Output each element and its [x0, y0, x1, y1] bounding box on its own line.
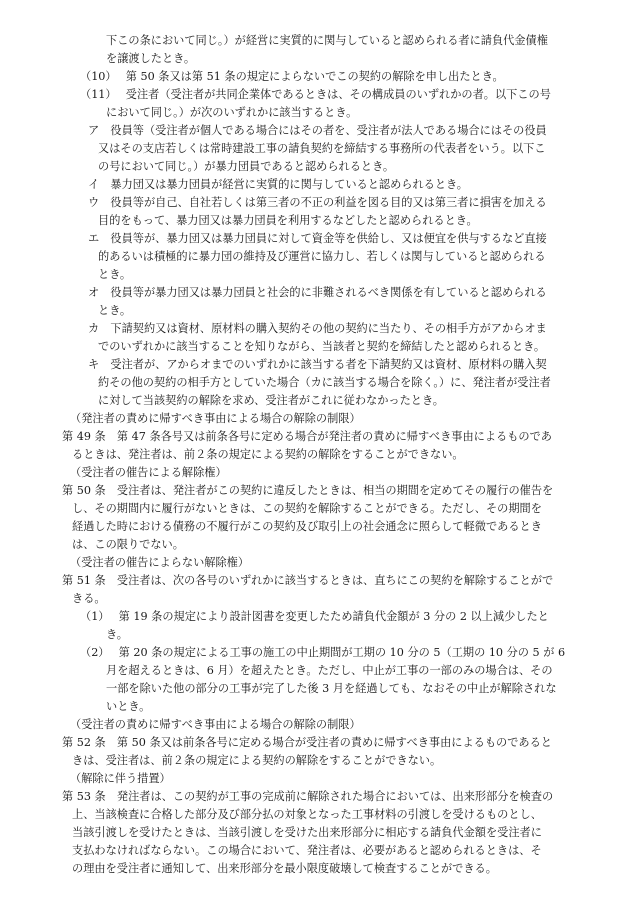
- text-line: 上、当該検査に合格した部分及び部分払の対象となった工事材料の引渡しを受けるものとし、: [72, 808, 542, 821]
- text-line: 第 49 条 第 47 条各号又は前条各号に定める場合が発注者の責めに帰すべき事由によるものであ: [62, 430, 552, 443]
- text-line: に対して当該契約の解除を求め、受注者がこれに従わなかったとき。: [98, 394, 444, 407]
- text-line: 支払わなければならない。この場合において、発注者は、必要があると認められるときは、そ: [72, 844, 542, 857]
- article-caption: （受注者の催告によらない解除権）: [70, 556, 250, 569]
- text-line: 当該引渡しを受けたときは、当該引渡しを受けた出来形部分に相応する請負代金額を受注者に: [72, 826, 542, 839]
- text-line: いとき。: [106, 700, 151, 713]
- text-line: 下この条において同じ。）が経営に実質的に関与していると認められる者に請負代金債権: [106, 34, 548, 47]
- text-line: し、その期間内に履行がないときは、この契約を解除することができる。ただし、その期間を: [72, 502, 542, 515]
- article-caption: （受注者の催告による解除権）: [70, 466, 227, 479]
- text-line: 第 51 条 受注者は、次の各号のいずれかに該当するときは、直ちにこの契約を解除することがで: [62, 574, 554, 587]
- text-line: るときは、発注者は、前２条の規定による契約の解除をすることができない。: [72, 448, 464, 461]
- text-line: 第 50 条 受注者は、発注者がこの契約に違反したときは、相当の期間を定めてその履行の催告を: [62, 484, 554, 497]
- text-line: 月を超えるときは、6 月）を超えたとき。ただし、中止が工事の一部のみの場合は、その: [106, 664, 553, 677]
- text-line: （11） 受注者（受注者が共同企業体であるときは、その構成員のいずれかの者。以下この号: [80, 88, 551, 101]
- text-line: き。: [106, 628, 128, 641]
- text-line: 第 53 条 発注者は、この契約が工事の完成前に解除された場合においては、出来形部分を検査の: [62, 790, 554, 803]
- text-line: きは、受注者は、前２条の規定による契約の解除をすることができない。: [72, 754, 442, 767]
- article-caption: （受注者の責めに帰すべき事由による場合の解除の制限）: [70, 718, 361, 731]
- text-line: とき。: [98, 268, 132, 281]
- text-line: ア 役員等（受注者が個人である場合にはその者を、受注者が法人である場合にはその役員: [88, 124, 547, 137]
- text-line: イ 暴力団又は暴力団員が経営に実質的に関与していると認められるとき。: [88, 178, 468, 191]
- text-line: の理由を受注者に通知して、出来形部分を最小限度破壊して検査することができる。: [72, 862, 497, 875]
- article-caption: （発注者の責めに帰すべき事由による場合の解除の制限）: [70, 412, 361, 425]
- text-line: エ 役員等が、暴力団又は暴力団員に対して資金等を供給し、又は便宜を供与するなど直接: [88, 232, 547, 245]
- text-line: において同じ。）が次のいずれかに該当するとき。: [106, 106, 358, 119]
- text-line: とき。: [98, 304, 132, 317]
- text-line: 一部を除いた他の部分の工事が完了した後 3 月を経過しても、なおその中止が解除されな: [106, 682, 557, 695]
- text-line: オ 役員等が暴力団又は暴力団員と社会的に非難されるべき関係を有していると認められる: [88, 286, 547, 299]
- text-line: きる。: [72, 592, 106, 605]
- text-line: 約その他の契約の相手方としていた場合（カに該当する場合を除く。）に、発注者が受注者: [98, 376, 551, 389]
- text-line: 経過した時における債務の不履行がこの契約及び取引上の社会通念に照らして軽微であるとき: [72, 520, 542, 533]
- text-line: （10） 第 50 条又は第 51 条の規定によらないでこの契約の解除を申し出たとき。: [80, 70, 504, 83]
- text-line: ウ 役員等が自己、自社若しくは第三者の不正の利益を図る目的又は第三者に損害を加える: [88, 196, 547, 209]
- text-line: でのいずれかに該当することを知りながら、当該者と契約を締結したと認められるとき。: [98, 340, 546, 353]
- text-line: （1） 第 19 条の規定により設計図書を変更したため請負代金額が 3 分の 2 以上減少したと: [80, 610, 549, 623]
- text-line: の号において同じ。）が暴力団員であると認められるとき。: [98, 160, 395, 173]
- text-line: は、この限りでない。: [72, 538, 184, 551]
- text-line: 的あるいは積極的に暴力団の維持及び運営に協力し、若しくは関与していると認められる: [98, 250, 546, 263]
- text-line: 目的をもって、暴力団又は暴力団員を利用するなどしたと認められるとき。: [98, 214, 478, 227]
- text-line: 第 52 条 第 50 条又は前条各号に定める場合が受注者の責めに帰すべき事由によるものであると: [62, 736, 552, 749]
- text-line: キ 受注者が、アからオまでのいずれかに該当する者を下請契約又は資材、原材料の購入契: [88, 358, 547, 371]
- text-line: 又はその支店若しくは常時建設工事の請負契約を締結する事務所の代表者をいう。以下こ: [98, 142, 546, 155]
- text-line: を譲渡したとき。: [106, 52, 196, 65]
- text-line: カ 下請契約又は資材、原材料の購入契約その他の契約に当たり、その相手方がアからオま: [88, 322, 547, 335]
- article-caption: （解除に伴う措置）: [70, 772, 171, 785]
- text-line: （2） 第 20 条の規定による工事の施工の中止期間が工期の 10 分の 5（工期の 10 分の 5 が 6: [80, 646, 566, 659]
